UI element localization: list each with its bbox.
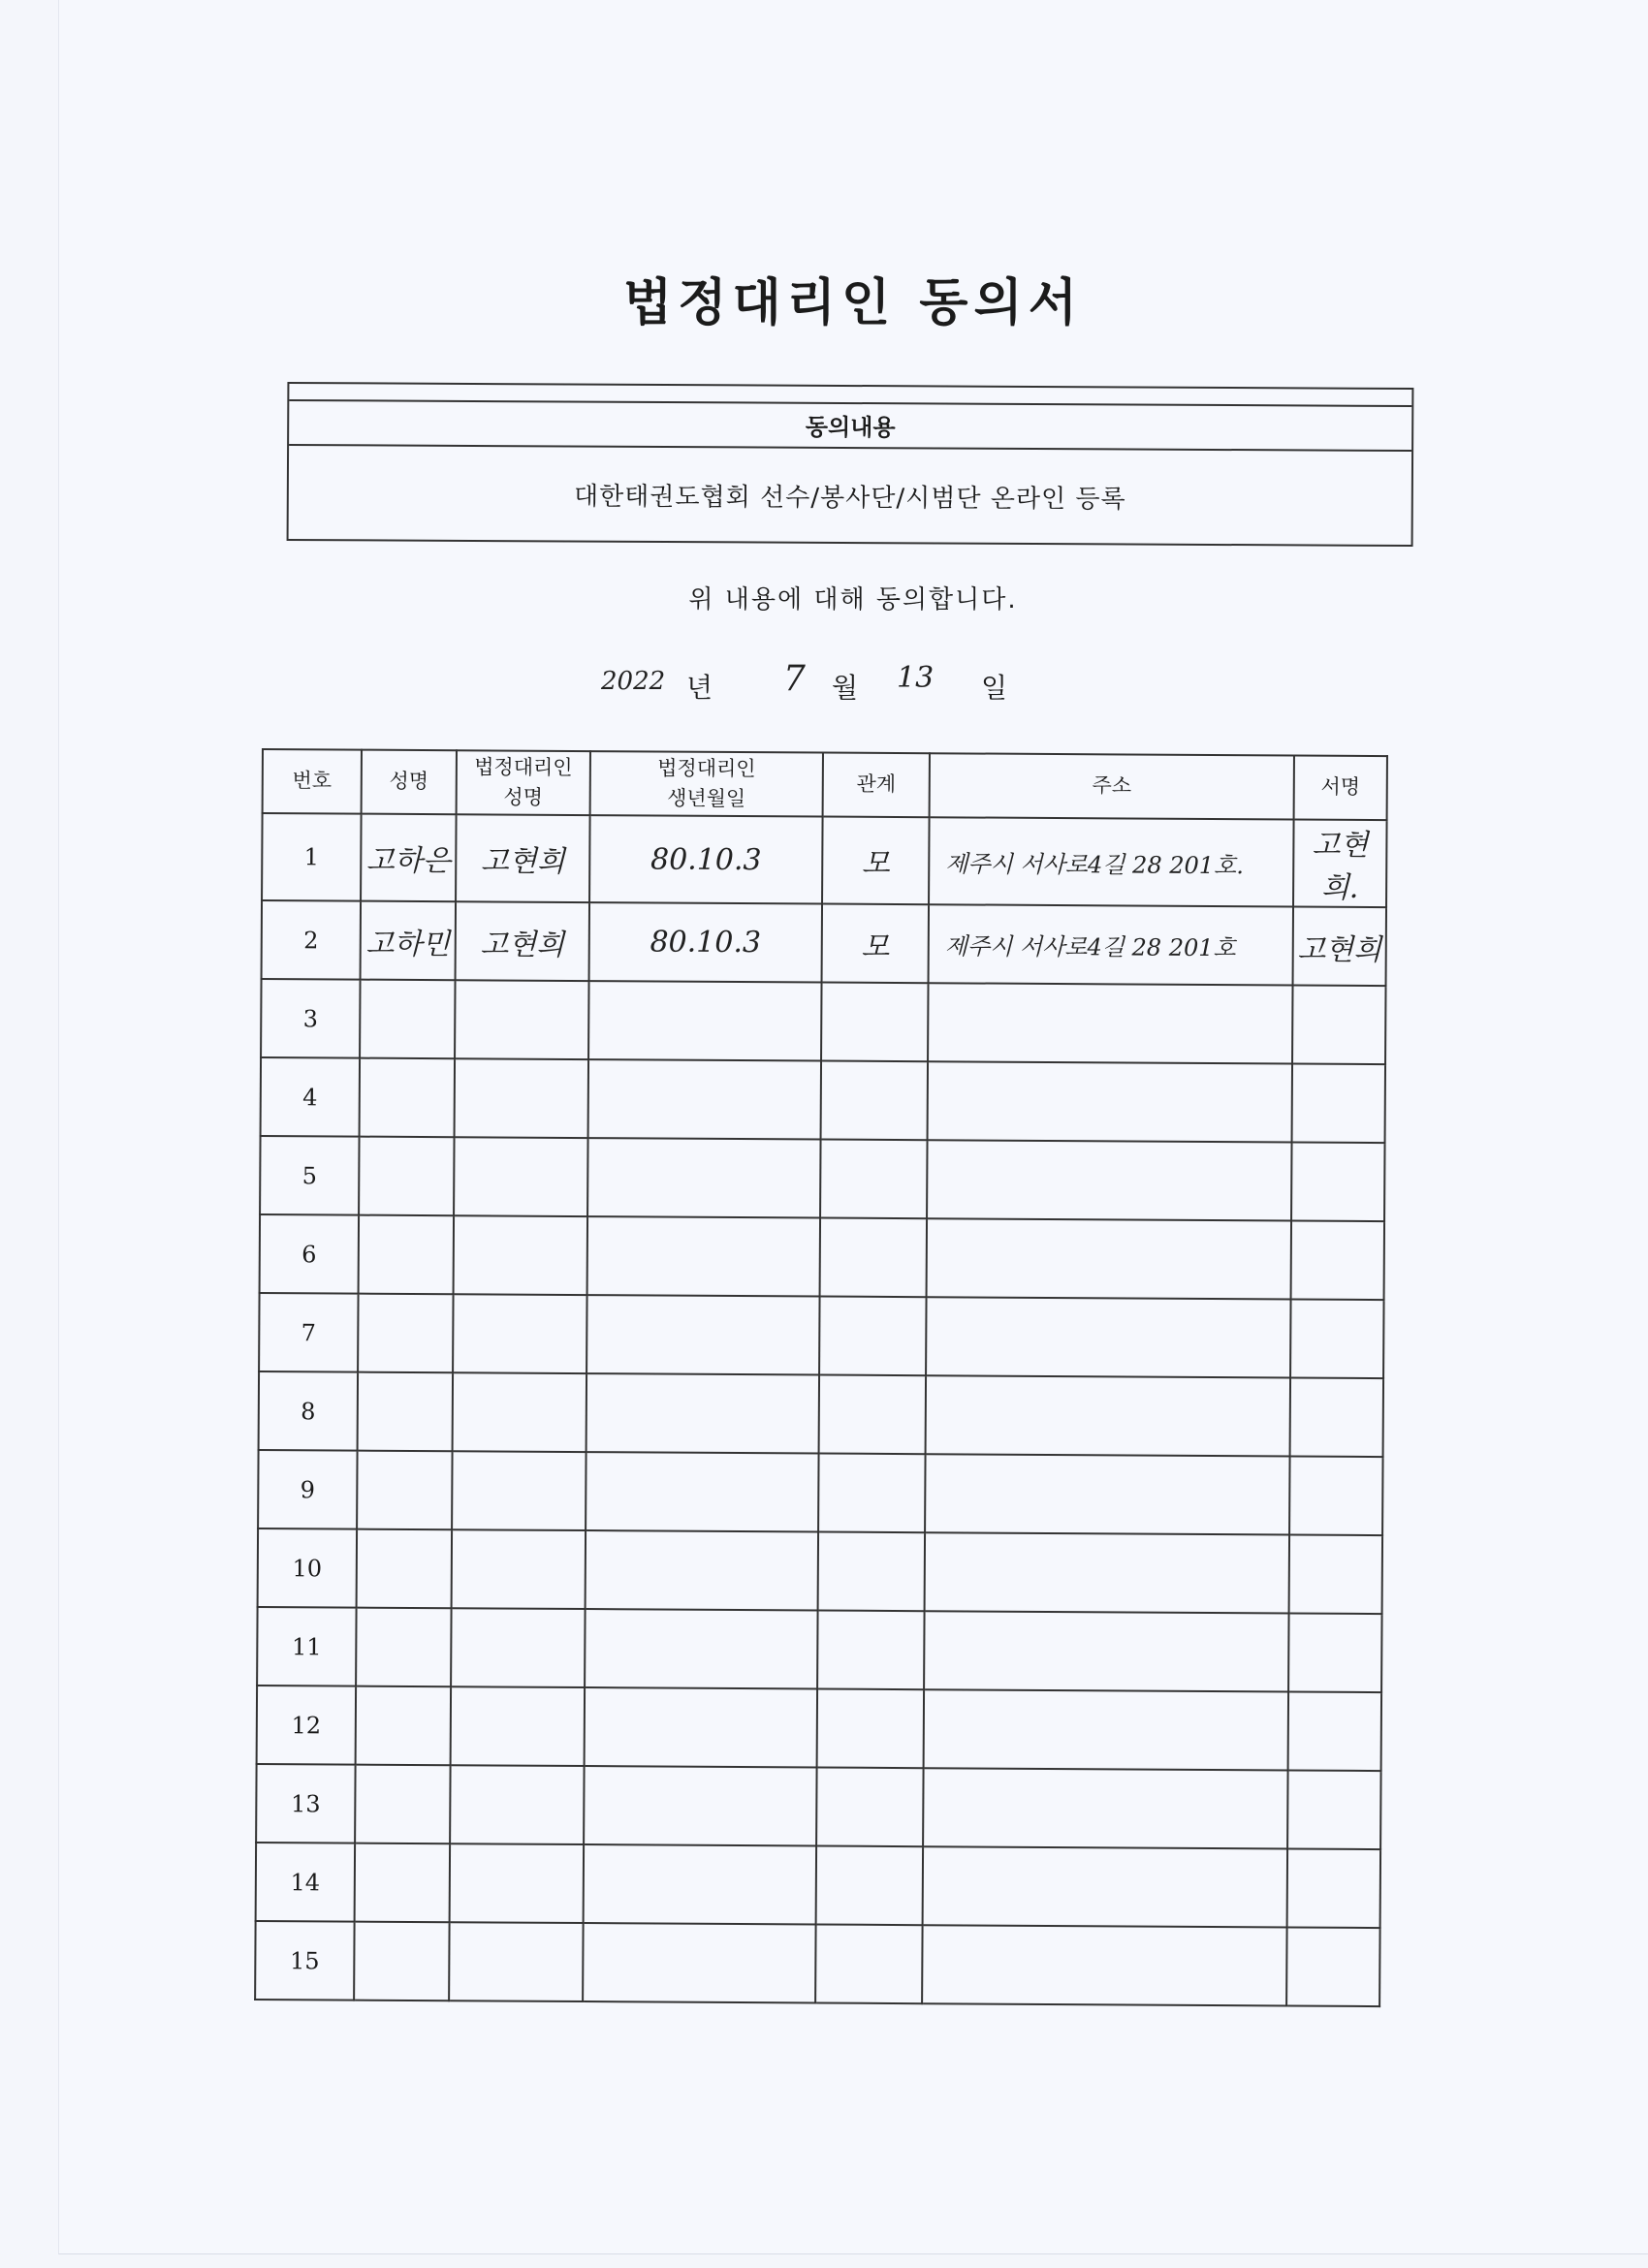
header-no: 번호 <box>263 749 362 814</box>
table-row <box>261 1057 1385 1143</box>
consent-content: 대한태권도협회 선수/봉사단/시범단 온라인 등록 <box>573 482 1126 515</box>
row-address <box>928 1061 1292 1142</box>
row-relation <box>819 1375 926 1455</box>
row-name <box>357 1451 452 1530</box>
row-relation <box>818 1532 925 1612</box>
guardian-table <box>254 748 1388 2007</box>
row-address <box>924 1611 1288 1691</box>
consent-header-label: 동의내용 <box>805 413 896 442</box>
row-number: 12 <box>257 1685 356 1765</box>
row-number: 9 <box>258 1450 357 1529</box>
row-name <box>358 1294 453 1373</box>
document-title: 법정대리인 동의서 <box>623 274 1083 332</box>
row-number: 3 <box>261 979 360 1058</box>
agreement-statement: 위 내용에 대해 동의합니다. <box>688 585 1018 614</box>
row-signature <box>1288 1691 1381 1771</box>
row-signature <box>1287 1848 1380 1928</box>
row-name <box>354 1922 449 2001</box>
row-relation <box>817 1689 924 1769</box>
row-signature <box>1291 1220 1384 1300</box>
row-address <box>926 1297 1290 1377</box>
row-address <box>928 983 1292 1063</box>
row-address: 제주시 서사로4길 28 201호 <box>929 904 1293 985</box>
row-address <box>924 1689 1288 1770</box>
header-name: 성명 <box>362 750 457 815</box>
table-row <box>259 1371 1383 1457</box>
row-name <box>360 980 455 1059</box>
row-signature <box>1290 1377 1383 1457</box>
row-number: 15 <box>255 1921 354 2000</box>
date-month-label: 월 <box>832 672 859 704</box>
row-guardian-name <box>451 1608 585 1687</box>
row-signature <box>1287 1770 1380 1849</box>
row-signature <box>1290 1299 1383 1378</box>
row-relation <box>819 1297 926 1376</box>
row-relation: 모 <box>822 904 929 984</box>
row-relation <box>821 983 928 1062</box>
row-guardian-name <box>455 1058 588 1138</box>
row-guardian-birth <box>584 1766 816 1845</box>
row-address <box>925 1532 1289 1613</box>
row-number: 14 <box>256 1843 355 1922</box>
row-relation <box>816 1768 923 1847</box>
row-address <box>925 1454 1289 1534</box>
header-guardian-name: 법정대리인 성명 <box>457 750 590 815</box>
row-address <box>923 1768 1287 1848</box>
row-number: 10 <box>258 1528 357 1608</box>
row-guardian-name <box>453 1294 586 1373</box>
row-address <box>927 1218 1291 1299</box>
row-guardian-name <box>452 1529 586 1609</box>
row-guardian-birth <box>588 1059 821 1139</box>
row-relation <box>821 1061 928 1141</box>
consent-header <box>289 384 1411 452</box>
row-signature <box>1292 1063 1385 1143</box>
date-line <box>591 659 1076 708</box>
header-signature: 서명 <box>1294 756 1387 821</box>
date-year-label: 년 <box>686 672 713 704</box>
row-guardian-birth <box>588 981 821 1060</box>
row-guardian-birth <box>586 1295 819 1374</box>
table-row <box>258 1528 1382 1614</box>
header-address: 주소 <box>930 753 1294 819</box>
row-address <box>927 1140 1291 1220</box>
row-number: 7 <box>259 1293 358 1372</box>
table-row <box>259 1293 1383 1378</box>
row-guardian-name <box>452 1451 586 1530</box>
row-number: 11 <box>257 1607 356 1686</box>
row-guardian-birth: 80.10.3 <box>589 815 823 903</box>
row-signature <box>1286 1927 1379 2006</box>
row-name <box>359 1215 454 1295</box>
header-relation: 관계 <box>823 753 930 818</box>
row-name <box>355 1843 450 1923</box>
row-relation <box>817 1611 924 1690</box>
row-guardian-name <box>450 1843 584 1923</box>
row-guardian-name <box>450 1765 584 1844</box>
row-signature <box>1288 1613 1381 1692</box>
row-signature <box>1289 1456 1382 1535</box>
row-relation <box>820 1218 927 1298</box>
row-relation <box>816 1846 923 1926</box>
table-header-row <box>263 749 1387 820</box>
row-name: 고하은 <box>361 814 457 902</box>
row-name <box>360 1058 455 1138</box>
row-guardian-name <box>449 1922 583 2001</box>
row-name <box>355 1765 450 1844</box>
row-guardian-birth <box>584 1844 816 1924</box>
consent-box <box>287 382 1414 547</box>
row-guardian-birth <box>586 1452 818 1531</box>
table-row <box>257 1607 1381 1692</box>
table-row <box>255 1921 1379 2006</box>
date-day-value: 13 <box>897 661 935 695</box>
row-guardian-birth <box>586 1373 819 1453</box>
row-guardian-name <box>454 1137 587 1216</box>
table-row <box>262 900 1386 986</box>
row-address: 제주시 서사로4길 28 201호. <box>929 817 1294 906</box>
table-row <box>260 1136 1384 1221</box>
row-guardian-name <box>453 1372 586 1452</box>
table-row <box>260 1214 1384 1300</box>
table-row <box>256 1764 1380 1849</box>
row-guardian-name: 고현희 <box>456 814 590 902</box>
row-signature: 고현희. <box>1293 820 1387 908</box>
row-number: 8 <box>259 1371 358 1451</box>
row-relation <box>815 1925 922 2004</box>
row-guardian-name: 고현희 <box>456 901 589 981</box>
guardian-table-wrapper <box>254 748 1388 2007</box>
row-number: 1 <box>262 813 362 901</box>
row-guardian-name <box>454 1215 587 1295</box>
row-signature <box>1289 1534 1382 1614</box>
row-signature: 고현희 <box>1293 907 1386 987</box>
row-signature <box>1291 1142 1384 1221</box>
row-guardian-birth <box>585 1687 817 1767</box>
table-row <box>258 1450 1382 1535</box>
row-address <box>923 1846 1287 1927</box>
row-name: 고하민 <box>361 901 456 981</box>
date-day-label: 일 <box>981 672 1008 704</box>
table-row <box>262 813 1387 907</box>
row-guardian-birth <box>586 1530 818 1610</box>
row-guardian-birth <box>587 1216 820 1296</box>
row-relation: 모 <box>822 817 930 905</box>
row-name <box>356 1686 451 1766</box>
row-address <box>926 1375 1290 1456</box>
row-signature <box>1292 986 1385 1065</box>
row-guardian-birth <box>587 1138 820 1217</box>
row-guardian-name <box>451 1686 585 1766</box>
date-year-value: 2022 <box>601 667 666 696</box>
row-name <box>357 1529 452 1609</box>
row-name <box>359 1137 454 1216</box>
row-relation <box>820 1140 927 1219</box>
date-month-value: 7 <box>783 659 806 699</box>
row-guardian-birth <box>583 1923 815 2002</box>
row-number: 6 <box>260 1214 359 1294</box>
row-name <box>358 1372 453 1452</box>
row-number: 4 <box>261 1057 360 1137</box>
row-guardian-name <box>455 980 588 1059</box>
row-relation <box>818 1454 925 1533</box>
table-row <box>261 979 1385 1064</box>
row-name <box>356 1608 451 1687</box>
row-number: 5 <box>260 1136 359 1215</box>
row-number: 13 <box>256 1764 355 1843</box>
header-guardian-birth: 법정대리인 생년월일 <box>590 751 823 816</box>
row-number: 2 <box>262 900 361 980</box>
table-row <box>257 1685 1381 1771</box>
row-address <box>922 1925 1286 2005</box>
row-guardian-birth: 80.10.3 <box>589 902 822 982</box>
table-row <box>256 1843 1380 1928</box>
row-guardian-birth <box>585 1609 817 1688</box>
